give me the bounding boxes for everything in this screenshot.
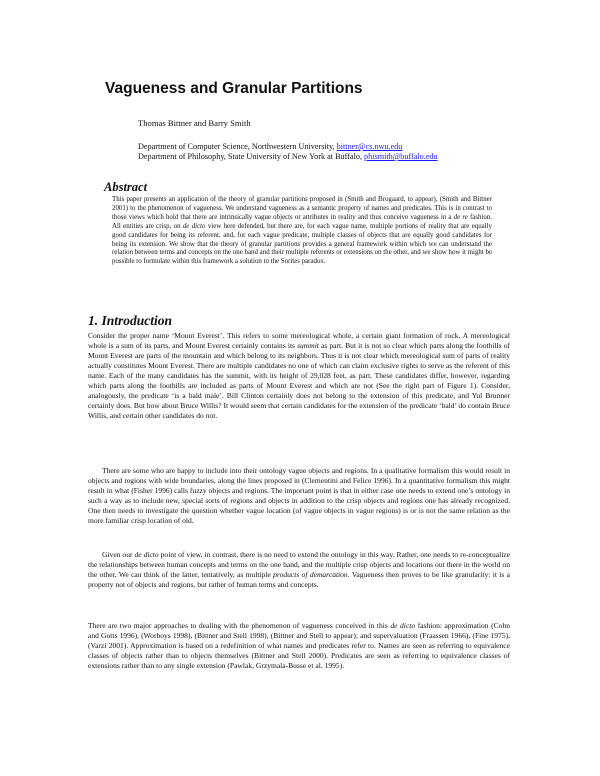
paragraph-1: Consider the proper name ‘Mount Everest’. This refers to some mereological whole, a certain giant formation of rock. A mereological whole is a sum of its parts, and Mount Everest certainly contains its summit as part. But it is not so clear which parts along the foothills of Mount Everest are parts of the mountain and which belong to its neighbors. Thus it is not clear which mereological sum of parts of reality actually constitutes Mount Everest. There are multiple candidates no one of which can claim exclusive rights to serve as the referent of this name. Each of the many candidates has the summit, with its height of 29,028 feet, as part. These candidates differ, however, regarding which parts along the foothills are included as parts of Mount Everest and which are not (See the right part of Figure 1). Consider, analogously, the predicate ‘is a bald male’. Bill Clinton certainly does not belong to the extension of this predicate, and Yul Brunner certainly does. But how about Bruce Willis? It would seem that certain candidates for the extension of the predicate ‘bald’ do contain Bruce Willis, and certain other candidates do not.	[88, 331, 510, 420]
email-link[interactable]: phismith@buffalo.edu	[364, 152, 438, 161]
abstract-text: This paper presents an application of the theory of granular partitions proposed in (Smith and Brogaard, to appear), (Smith and Bittner 2001) to the phenomenon of vagueness. We understand vagueness as a semantic property of names and predicates. This is in contrast to those views which hold that there are intrinsically vague objects or attributes in reality and thus conceive vagueness in a de re fashion. All entities are crisp, on de dicto view here defended, but there are, for each vague name, multiple portions of reality that are equally good candidates for being its referent, and, for each vague predicate, multiple classes of objects that are equally good candidates for being its extension. We show that the theory of granular partitions provides a general framework within which we can understand the relation between terms and concepts on the one hand and their multiple referents or extensions on the other, and we show how it might be possible to formulate within this framework a solution to the Sorites paradox.	[112, 196, 492, 266]
authors: Thomas Bittner and Barry Smith	[138, 118, 251, 128]
paragraph-2: There are some who are happy to include into their ontology vague objects and regions. In a qualitative formalism this would result in objects and regions with wide boundaries, along the lines proposed in (Clementini and Felice 1996). In a quantitative formalism this might result in what (Fisher 1996) calls fuzzy objects and regions. The important point is that in either case one needs to extend one’s ontology in such a way as to include new, special sorts of regions and objects in addition to the crisp objects and regions one has already recognized. One then needs to investigate the question whether vague location (of vague objects in vague regions) is or is not the same relation as the more familiar crisp location of old.	[88, 466, 510, 525]
affiliation-1	[138, 142, 438, 152]
abstract-heading: Abstract	[104, 180, 148, 194]
section-heading: 1. Introduction	[88, 313, 173, 328]
paragraph-4: There are two major approaches to dealing with the phenomenon of vagueness conceived in this de dicto fashion: approximation (Cohn and Gotts 1996), (Worboys 1998), (Bittner and Stell 1998), (Bittner and Stell to appear); and supervaluation (Fraassen 1966), (Fine 1975), (Varzi 2001). Approximation is based on a redefinition of what names and predicates refer to. Names are seen as referring to equivalence classes of objects rather than to objects themselves (Bittner and Stell 2000). Predicates are seen as referring to equivalence classes of extensions rather than to any single extension (Pawlak, Grzymala-Busse et al. 1995).	[88, 621, 510, 670]
affiliations	[138, 142, 438, 162]
paragraph-3: Given our de dicto point of view, in contrast, there is no need to extend the ontology in this way. Rather, one needs to re-conceptualize the relationships between human concepts and terms on the one hand, and the multiple crisp objects and locations out there in the world on the other, We can think of the latter, tentatively, as multiple products of demarcation. Vagueness then proves to be like granularity: it is a property not of objects and regions, but rather of human terms and concepts.	[88, 550, 510, 589]
email-link[interactable]: bittner@cs.nwu.edu	[336, 142, 403, 151]
affiliation-text: Department of Philosophy, State University of New York at Buffalo,	[138, 152, 365, 161]
affiliation-text: Department of Computer Science, Northwestern University,	[138, 142, 337, 151]
paper-title: Vagueness and Granular Partitions	[105, 80, 363, 97]
affiliation-2	[138, 152, 438, 162]
